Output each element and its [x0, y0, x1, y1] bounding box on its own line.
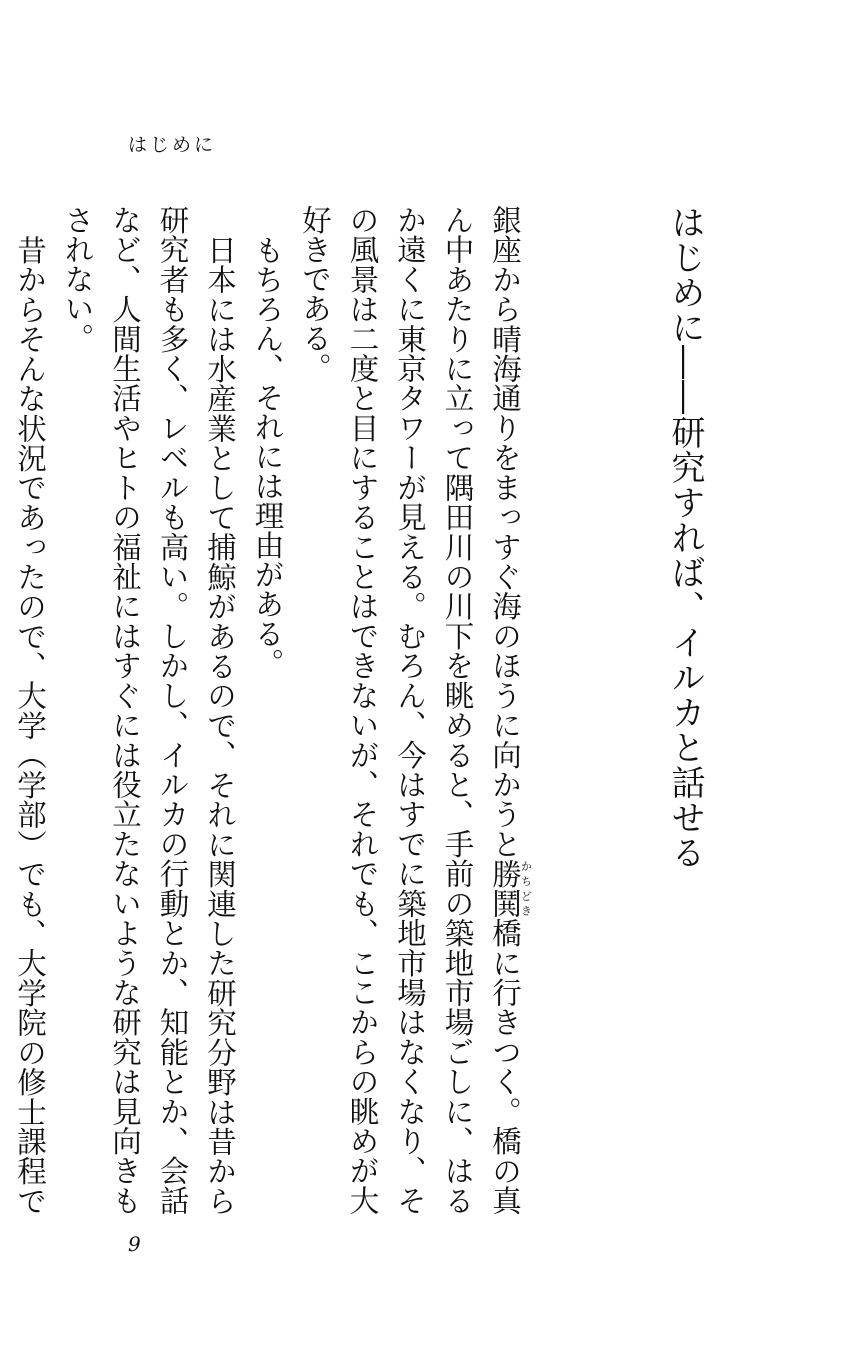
page-number: 9 — [128, 1232, 141, 1256]
ruby-base: 勝鬨 — [488, 858, 522, 919]
running-head: はじめに — [128, 134, 217, 156]
paragraph-1 — [291, 205, 533, 1215]
paragraph-1-end: 橋に行きつく。橋の真ん中あたりに立って隅田川の川下を眺めると、手前の築地市場ごしに、はるか遠くに東京タワーが見える。むろん、今はすでに築地市場はなくなり、その風景は二度と目にすることはできないが、それでも、ここからの眺めが大好きである。 — [298, 205, 522, 1216]
paragraph-4: 昔からそんな状況であったので、大学（学部）でも、大学院の修士課程で — [13, 234, 47, 1215]
ruby-reading: かちどき — [519, 858, 533, 918]
paragraph-3: 日本には水産業として捕鯨があるので、それに関連した研究分野は昔から研究者も多く、レベルも高い。しかし、イルカの行動とか、知能とか、会話など、人間生活やヒトの福祉にはすぐには役立たないような研究は見向きもされない。 — [60, 205, 237, 1215]
paragraph-2: もちろん、それには理由がある。 — [250, 234, 285, 677]
body-text — [13, 205, 533, 1216]
paragraph-1-start: 銀座から晴海通りをまっすぐ海のほうに向かうと — [488, 205, 522, 859]
ruby-kachidoki — [488, 858, 533, 919]
chapter-title: はじめに――研究すれば、イルカと話せる — [665, 205, 705, 870]
